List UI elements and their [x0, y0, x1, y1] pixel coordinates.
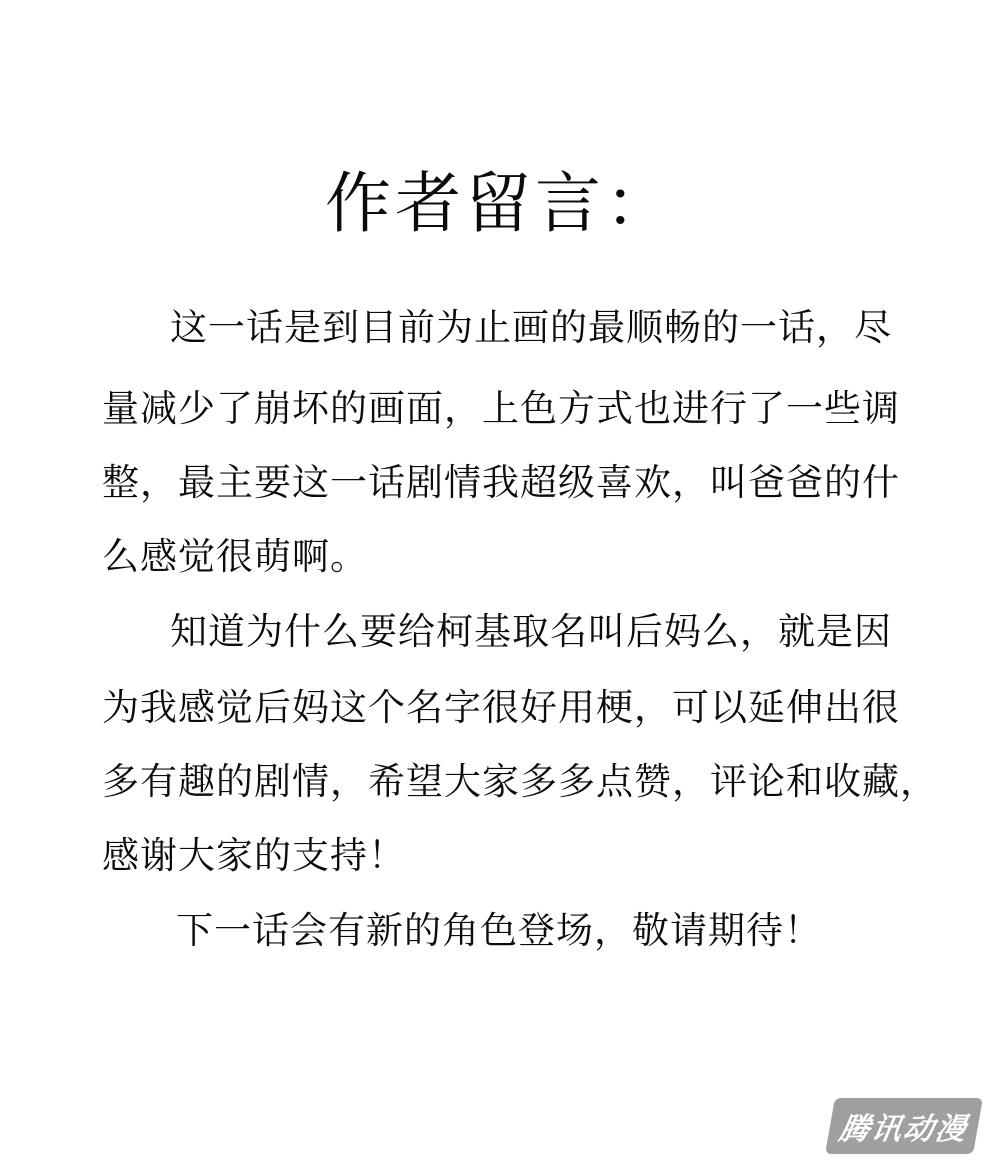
text-line: 这一话是到目前为止画的最顺畅的一话，尽: [170, 306, 892, 349]
text-line: 整，最主要这一话剧情我超级喜欢，叫爸爸的什: [102, 461, 900, 504]
page-title: 作者留言：: [325, 165, 675, 242]
text-line: 多有趣的剧情，希望大家多多点赞，评论和收藏，: [102, 760, 938, 803]
text-line: 量减少了崩坏的画面，上色方式也进行了一些调: [102, 387, 900, 430]
text-line: 为我感觉后妈这个名字很好用梗，可以延伸出很: [102, 686, 900, 729]
text-line: 么感觉很萌啊。: [102, 535, 368, 578]
watermark-logo: 腾讯动漫: [825, 1098, 983, 1154]
text-line: 知道为什么要给柯基取名叫后妈么，就是因: [170, 610, 892, 653]
text-line: 感谢大家的支持！: [102, 834, 406, 877]
text-line: 下一话会有新的角色登场，敬请期待！: [176, 909, 822, 952]
